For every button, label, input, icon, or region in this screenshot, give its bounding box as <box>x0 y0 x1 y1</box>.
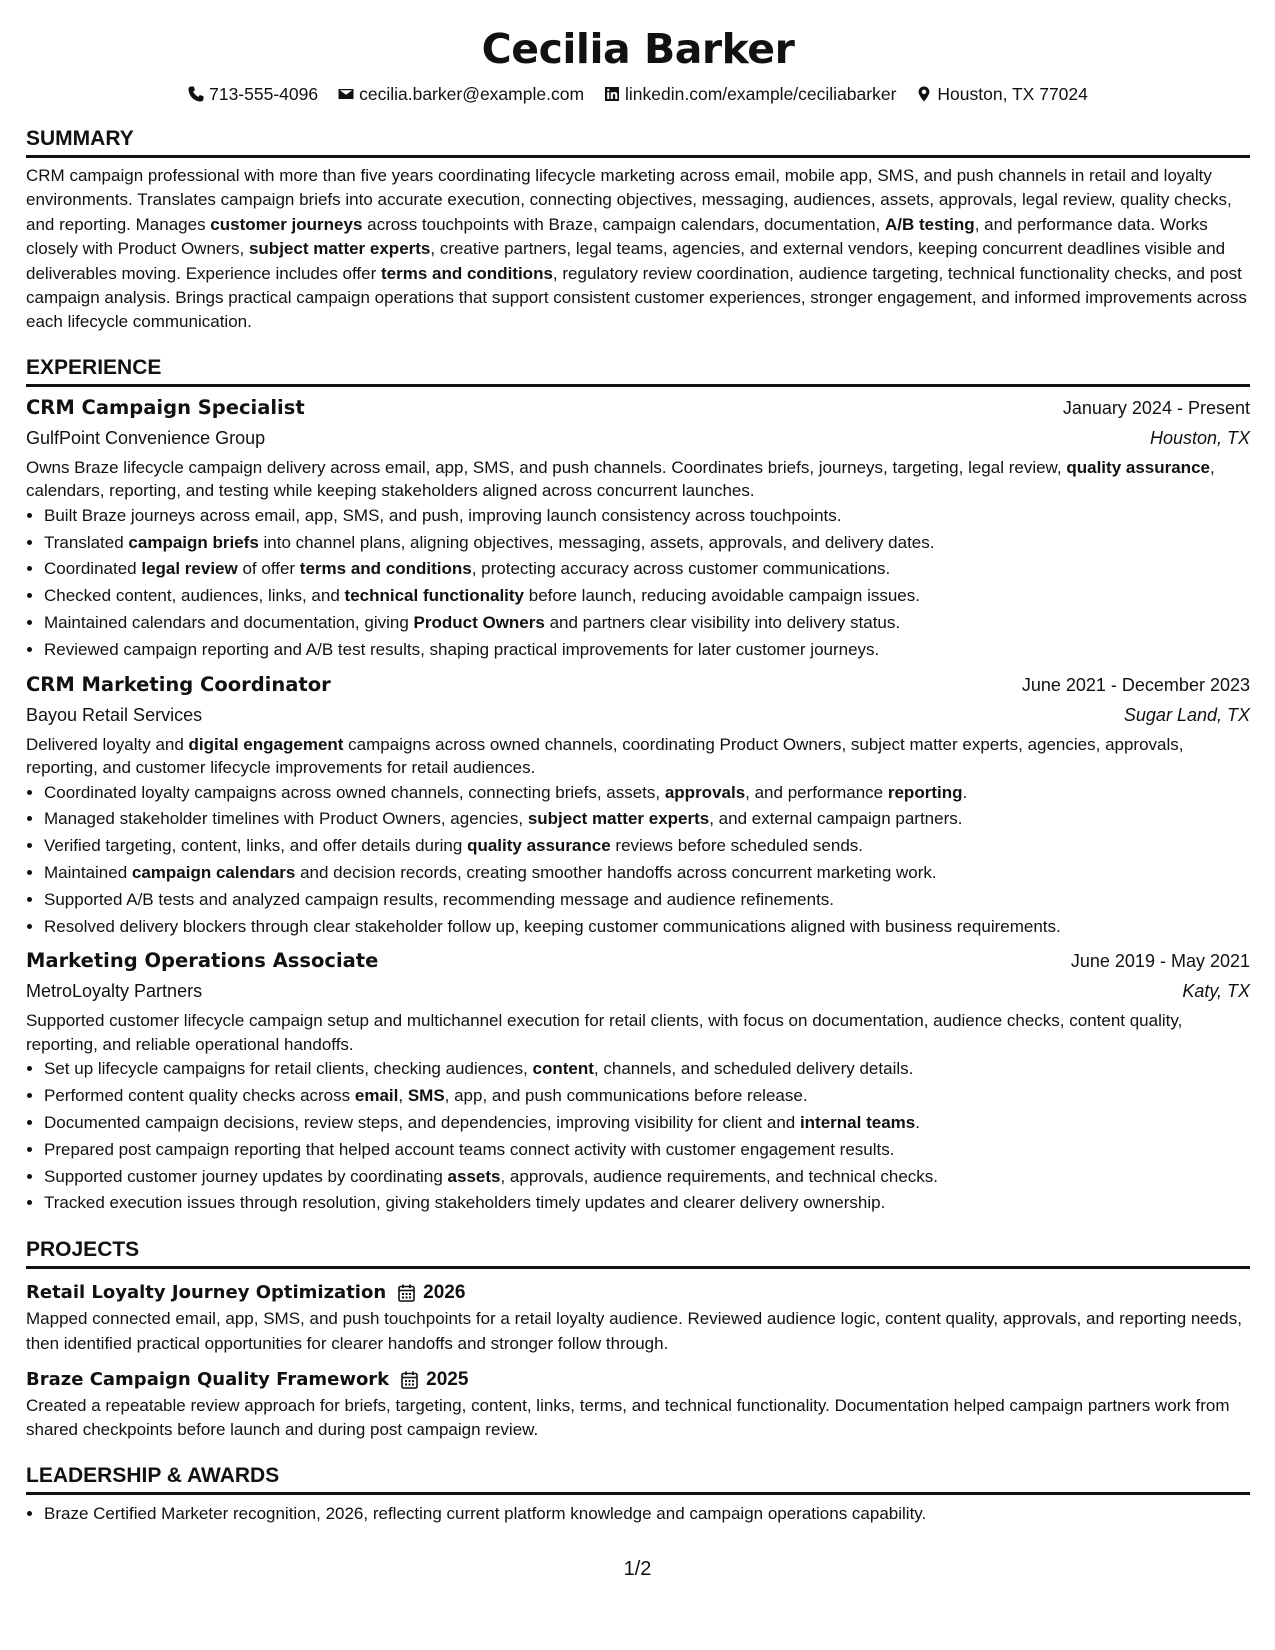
text-run: , regulatory review coordination, audience targeting, technical functionality checks, and post campaign analysis. Brings practical campaign operations that support consistent customer experiences, stronger engagement, and informed improvements across each lifecycle communication. <box>26 263 1247 332</box>
bold-text: subject matter experts <box>248 239 431 259</box>
phone-text: 713-555-4096 <box>209 83 319 104</box>
bold-text: legal review <box>141 559 238 579</box>
project-title: Retail Loyalty Journey Optimization <box>26 1282 387 1304</box>
bullet-item <box>44 637 1250 664</box>
bold-text: reporting <box>887 782 963 802</box>
text-run: , channels, and scheduled delivery details. <box>593 1059 914 1079</box>
envelope-icon <box>338 86 354 102</box>
email-link[interactable]: cecilia.barker@example.com <box>359 83 585 104</box>
job-location: Sugar Land, TX <box>1123 704 1250 725</box>
text-run: Supported customer lifecycle campaign setup and multichannel execution for retail clients, with focus on documentation, audience checks, content quality, reporting, and reliable operational handoffs. <box>26 1011 1183 1054</box>
text-run: Tracked execution issues through resolution, giving stakeholders timely updates and clearer delivery ownership. <box>44 1193 886 1213</box>
text-run: across touchpoints with Braze, campaign calendars, documentation, <box>362 214 885 234</box>
text-run: , and performance data. Works closely with Product Owners, <box>26 214 1208 259</box>
project-header <box>26 1279 1250 1307</box>
text-run: Maintained calendars and documentation, giving <box>44 613 414 633</box>
contact-bar <box>26 82 1250 106</box>
bullet-item <box>44 556 1250 583</box>
project-description: Mapped connected email, app, SMS, and push touchpoints for a retail loyalty audience. Reviewed audience logic, content quality, approvals, and reporting needs, then identified practical opportunities for clearer handoffs and stronger follow through. <box>26 1309 1242 1353</box>
section-title-experience: EXPERIENCE <box>26 355 1250 387</box>
text-run: , and performance <box>745 782 888 802</box>
linkedin-link[interactable]: linkedin.com/example/ceciliabarker <box>625 83 897 104</box>
project-year <box>398 1279 465 1307</box>
section-title-projects: PROJECTS <box>26 1237 1250 1269</box>
text-run: before launch, reducing avoidable campaign issues. <box>524 586 920 606</box>
leadership-list <box>26 1501 1250 1528</box>
job-header <box>26 670 1250 700</box>
text-run: Owns Braze lifecycle campaign delivery across email, app, SMS, and push channels. Coordinates briefs, journeys, targeting, legal review, <box>26 457 1067 477</box>
bold-text: technical functionality <box>344 586 525 606</box>
bold-text: campaign calendars <box>131 863 296 883</box>
experience-list <box>26 393 1250 1217</box>
job-title: Marketing Operations Associate <box>26 949 379 973</box>
job-subheader <box>26 423 1250 453</box>
text-run: Coordinated loyalty campaigns across owned channels, connecting briefs, assets, <box>44 782 665 802</box>
text-run: Reviewed campaign reporting and A/B test results, shaping practical improvements for later customer journeys. <box>44 639 880 659</box>
bold-text: approvals <box>664 782 746 802</box>
text-run: Verified targeting, content, links, and offer details during <box>44 836 468 856</box>
bold-text: digital engagement <box>188 734 344 754</box>
bold-text: terms and conditions <box>381 263 553 283</box>
job-entry <box>26 946 1250 1217</box>
text-run: reviews before scheduled sends. <box>610 836 863 856</box>
resume-page <box>26 0 1250 1528</box>
bullet-item <box>44 1190 1250 1217</box>
job-header <box>26 393 1250 423</box>
text-run: and partners clear visibility into delivery status. <box>544 613 901 633</box>
job-bullets <box>26 780 1250 941</box>
bullet-item <box>44 610 1250 637</box>
text-run: Supported customer journey updates by coordinating <box>44 1166 448 1186</box>
job-dates: January 2024 - Present <box>1062 397 1250 418</box>
contact-phone <box>188 84 318 105</box>
section-title-summary: SUMMARY <box>26 126 1250 158</box>
job-dates: June 2019 - May 2021 <box>1070 951 1250 972</box>
job-bullets <box>26 1056 1250 1217</box>
text-run: . <box>962 782 968 802</box>
candidate-name: Cecilia Barker <box>481 25 795 73</box>
bold-text: quality assurance <box>1066 457 1210 477</box>
map-pin-icon <box>916 86 932 102</box>
job-location: Katy, TX <box>1182 981 1250 1002</box>
phone-icon <box>188 86 204 102</box>
text-run: into channel plans, aligning objectives, messaging, assets, approvals, and delivery dates. <box>258 532 935 552</box>
bold-text: SMS <box>407 1086 445 1106</box>
bold-text: internal teams <box>799 1113 916 1132</box>
bullet-item <box>44 1083 1250 1110</box>
bold-text: terms and conditions <box>299 559 472 579</box>
bullet-item <box>44 1164 1250 1191</box>
text-run: and decision records, creating smoother handoffs across concurrent marketing work. <box>295 863 937 883</box>
project-year-text: 2026 <box>423 1282 466 1304</box>
location-text: Houston, TX 77024 <box>937 83 1088 104</box>
text-run: , calendars, reporting, and testing while keeping stakeholders aligned across concurrent launches. <box>26 457 1215 501</box>
text-run: Built Braze journeys across email, app, SMS, and push, improving launch consistency across touchpoints. <box>44 505 842 525</box>
project-header <box>26 1366 1250 1394</box>
bold-text: quality assurance <box>467 836 611 856</box>
bullet-item <box>44 583 1250 610</box>
text-run: Resolved delivery blockers through clear stakeholder follow up, keeping customer communications aligned with business requirements. <box>44 916 1061 936</box>
job-header <box>26 946 1250 976</box>
text-run: CRM campaign professional with more than five years coordinating lifecycle marketing across email, mobile app, SMS, and push channels in retail and loyalty environments. Translates campaign briefs into accurate execution, connecting objectives, messaging, audiences, assets, approvals, legal review, quality checks, and reporting. Manages <box>26 166 1232 234</box>
text-run: Translated <box>44 532 129 552</box>
page-number: 1/2 <box>623 1558 652 1580</box>
text-run: , approvals, audience requirements, and technical checks. <box>500 1166 938 1186</box>
summary-text <box>26 164 1250 335</box>
bold-text: A/B testing <box>884 214 975 234</box>
job-description <box>26 456 1250 503</box>
bullet-item <box>44 860 1250 887</box>
bold-text: email <box>354 1086 399 1106</box>
bullet-item <box>44 503 1250 530</box>
job-dates: June 2021 - December 2023 <box>1021 674 1250 695</box>
text-run: of offer <box>237 559 300 579</box>
text-run: , <box>398 1086 408 1106</box>
company-name: MetroLoyalty Partners <box>26 981 203 1002</box>
projects-list <box>26 1279 1250 1443</box>
text-run: Performed content quality checks across <box>44 1086 355 1106</box>
linkedin-icon <box>604 86 620 102</box>
contact-location <box>916 84 1087 105</box>
project-year <box>401 1366 468 1394</box>
text-run: Supported A/B tests and analyzed campaign results, recommending message and audience refinements. <box>44 889 835 909</box>
project-year-text: 2025 <box>426 1369 469 1390</box>
text-run: Checked content, audiences, links, and <box>44 586 345 606</box>
text-run: , protecting accuracy across customer communications. <box>471 559 891 579</box>
bold-text: campaign briefs <box>128 532 259 552</box>
bullet-item <box>44 833 1250 860</box>
job-title: CRM Campaign Specialist <box>26 395 305 419</box>
bold-text: subject matter experts <box>527 809 710 829</box>
project-description: Created a repeatable review approach for briefs, targeting, content, links, terms, and technical functionality. Documentation helped campaign partners work from shared checkpoints before launch and during post campaign review. <box>26 1396 1230 1440</box>
text-run: campaigns across owned channels, coordinating Product Owners, subject matter experts, agencies, approvals, reporting, and customer lifecycle improvements for retail audiences. <box>26 734 1184 778</box>
job-bullets <box>26 503 1250 664</box>
job-description <box>26 733 1250 780</box>
job-subheader <box>26 976 1250 1006</box>
job-entry <box>26 670 1250 941</box>
text-run: , app, and push communications before release. <box>444 1086 808 1106</box>
project-title: Braze Campaign Quality Framework <box>26 1369 390 1390</box>
text-run: . <box>915 1113 920 1132</box>
bullet-item <box>44 1137 1250 1164</box>
calendar-icon <box>398 1284 415 1302</box>
bullet-item <box>44 887 1250 914</box>
job-title: CRM Marketing Coordinator <box>26 672 331 696</box>
text-run: Maintained <box>44 863 132 883</box>
text-run: Coordinated <box>44 559 142 579</box>
section-title-leadership: LEADERSHIP & AWARDS <box>26 1463 1250 1495</box>
job-subheader <box>26 700 1250 730</box>
bullet-item <box>44 1110 1250 1137</box>
bullet-item <box>44 806 1250 833</box>
job-description <box>26 1009 1250 1056</box>
bold-text: content <box>532 1059 594 1079</box>
bullet-item <box>44 530 1250 557</box>
text-run: , and external campaign partners. <box>709 809 963 829</box>
job-entry <box>26 393 1250 664</box>
contact-linkedin[interactable] <box>604 84 896 105</box>
bullet-item <box>44 1056 1250 1083</box>
company-name: Bayou Retail Services <box>26 704 203 725</box>
award-item: • Braze Certified Marketer recognition, 2026, reflecting current platform knowledge and campaign operations capability. <box>44 1501 1250 1528</box>
contact-email[interactable] <box>338 84 584 105</box>
text-run: Delivered loyalty and <box>26 734 189 754</box>
calendar-icon <box>401 1371 418 1389</box>
text-run: , creative partners, legal teams, agencies, and external vendors, keeping concurrent deadlines visible and deliverables moving. Experience includes offer <box>26 239 1226 283</box>
company-name: GulfPoint Convenience Group <box>26 427 266 448</box>
text-run: Managed stakeholder timelines with Product Owners, agencies, <box>44 809 528 829</box>
job-location: Houston, TX <box>1149 427 1250 448</box>
text-run: Set up lifecycle campaigns for retail clients, checking audiences, <box>44 1059 533 1079</box>
bullet-item <box>44 914 1250 941</box>
bold-text: Product Owners <box>413 613 545 633</box>
text-run: Prepared post campaign reporting that helped account teams connect activity with customer engagement results. <box>44 1139 895 1159</box>
bold-text: assets <box>447 1166 501 1186</box>
bullet-item <box>44 780 1250 807</box>
text-run: Documented campaign decisions, review steps, and dependencies, improving visibility for client and <box>44 1113 800 1132</box>
bold-text: customer journeys <box>210 214 363 234</box>
